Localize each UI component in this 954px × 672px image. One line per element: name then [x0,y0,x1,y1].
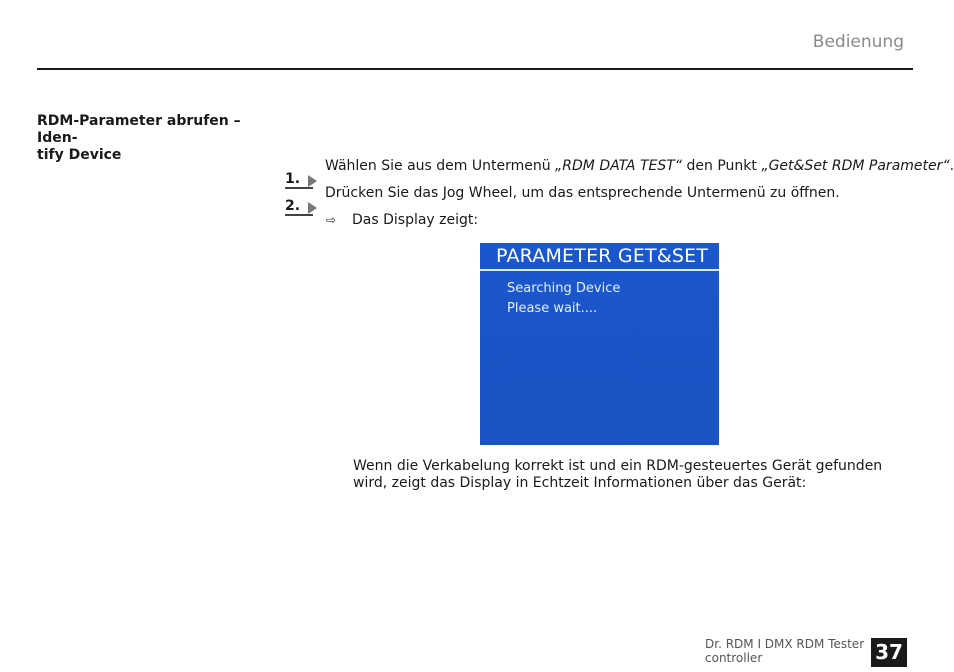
section-title-line-2: tify Device [37,147,122,163]
display-status-line: Searching Device [507,281,621,296]
step-underline [285,214,313,216]
result-text: Das Display zeigt: [352,212,479,228]
menu-item-name: „Get&Set RDM Parameter“ [761,158,950,174]
arrow-right-outline-icon: ⇨ [326,213,337,227]
step-2-text: Drücken Sie das Jog Wheel, um das entsprechende Untermenü zu öffnen. [325,185,840,201]
step-result [326,211,478,229]
step-1: 1. Wählen Sie aus dem Untermenü „RDM DATA TEST“ den Punkt „Get&Set RDM Parameter“. [285,158,954,187]
step-1-text: Wählen Sie aus dem Untermenü „RDM DATA TEST“ den Punkt „Get&Set RDM Parameter“. [325,158,954,174]
body-paragraph: Wenn die Verkabelung korrekt ist und ein RDM-gesteuertes Gerät gefunden wird, zeigt das Display in Echtzeit Informationen über das Gerät: [353,458,883,491]
section-title [37,113,272,164]
display-title-divider [480,269,719,271]
device-display-screenshot [480,243,719,445]
page-header-title: Bedienung [812,32,904,52]
section-title-line-1: RDM-Parameter abrufen – Iden- [37,113,241,146]
display-wait-line: Please wait.... [507,301,598,316]
step-2: 2. Drücken Sie das Jog Wheel, um das entsprechende Untermenü zu öffnen. [285,185,840,214]
footer-product-name: Dr. RDM I DMX RDM Tester controller [705,637,865,665]
display-title: PARAMETER GET&SET [496,245,709,267]
menu-name: „RDM DATA TEST“ [555,158,683,174]
page-number-badge: 37 [871,638,907,667]
step-arrow-icon [308,202,317,214]
header-divider [37,68,913,70]
